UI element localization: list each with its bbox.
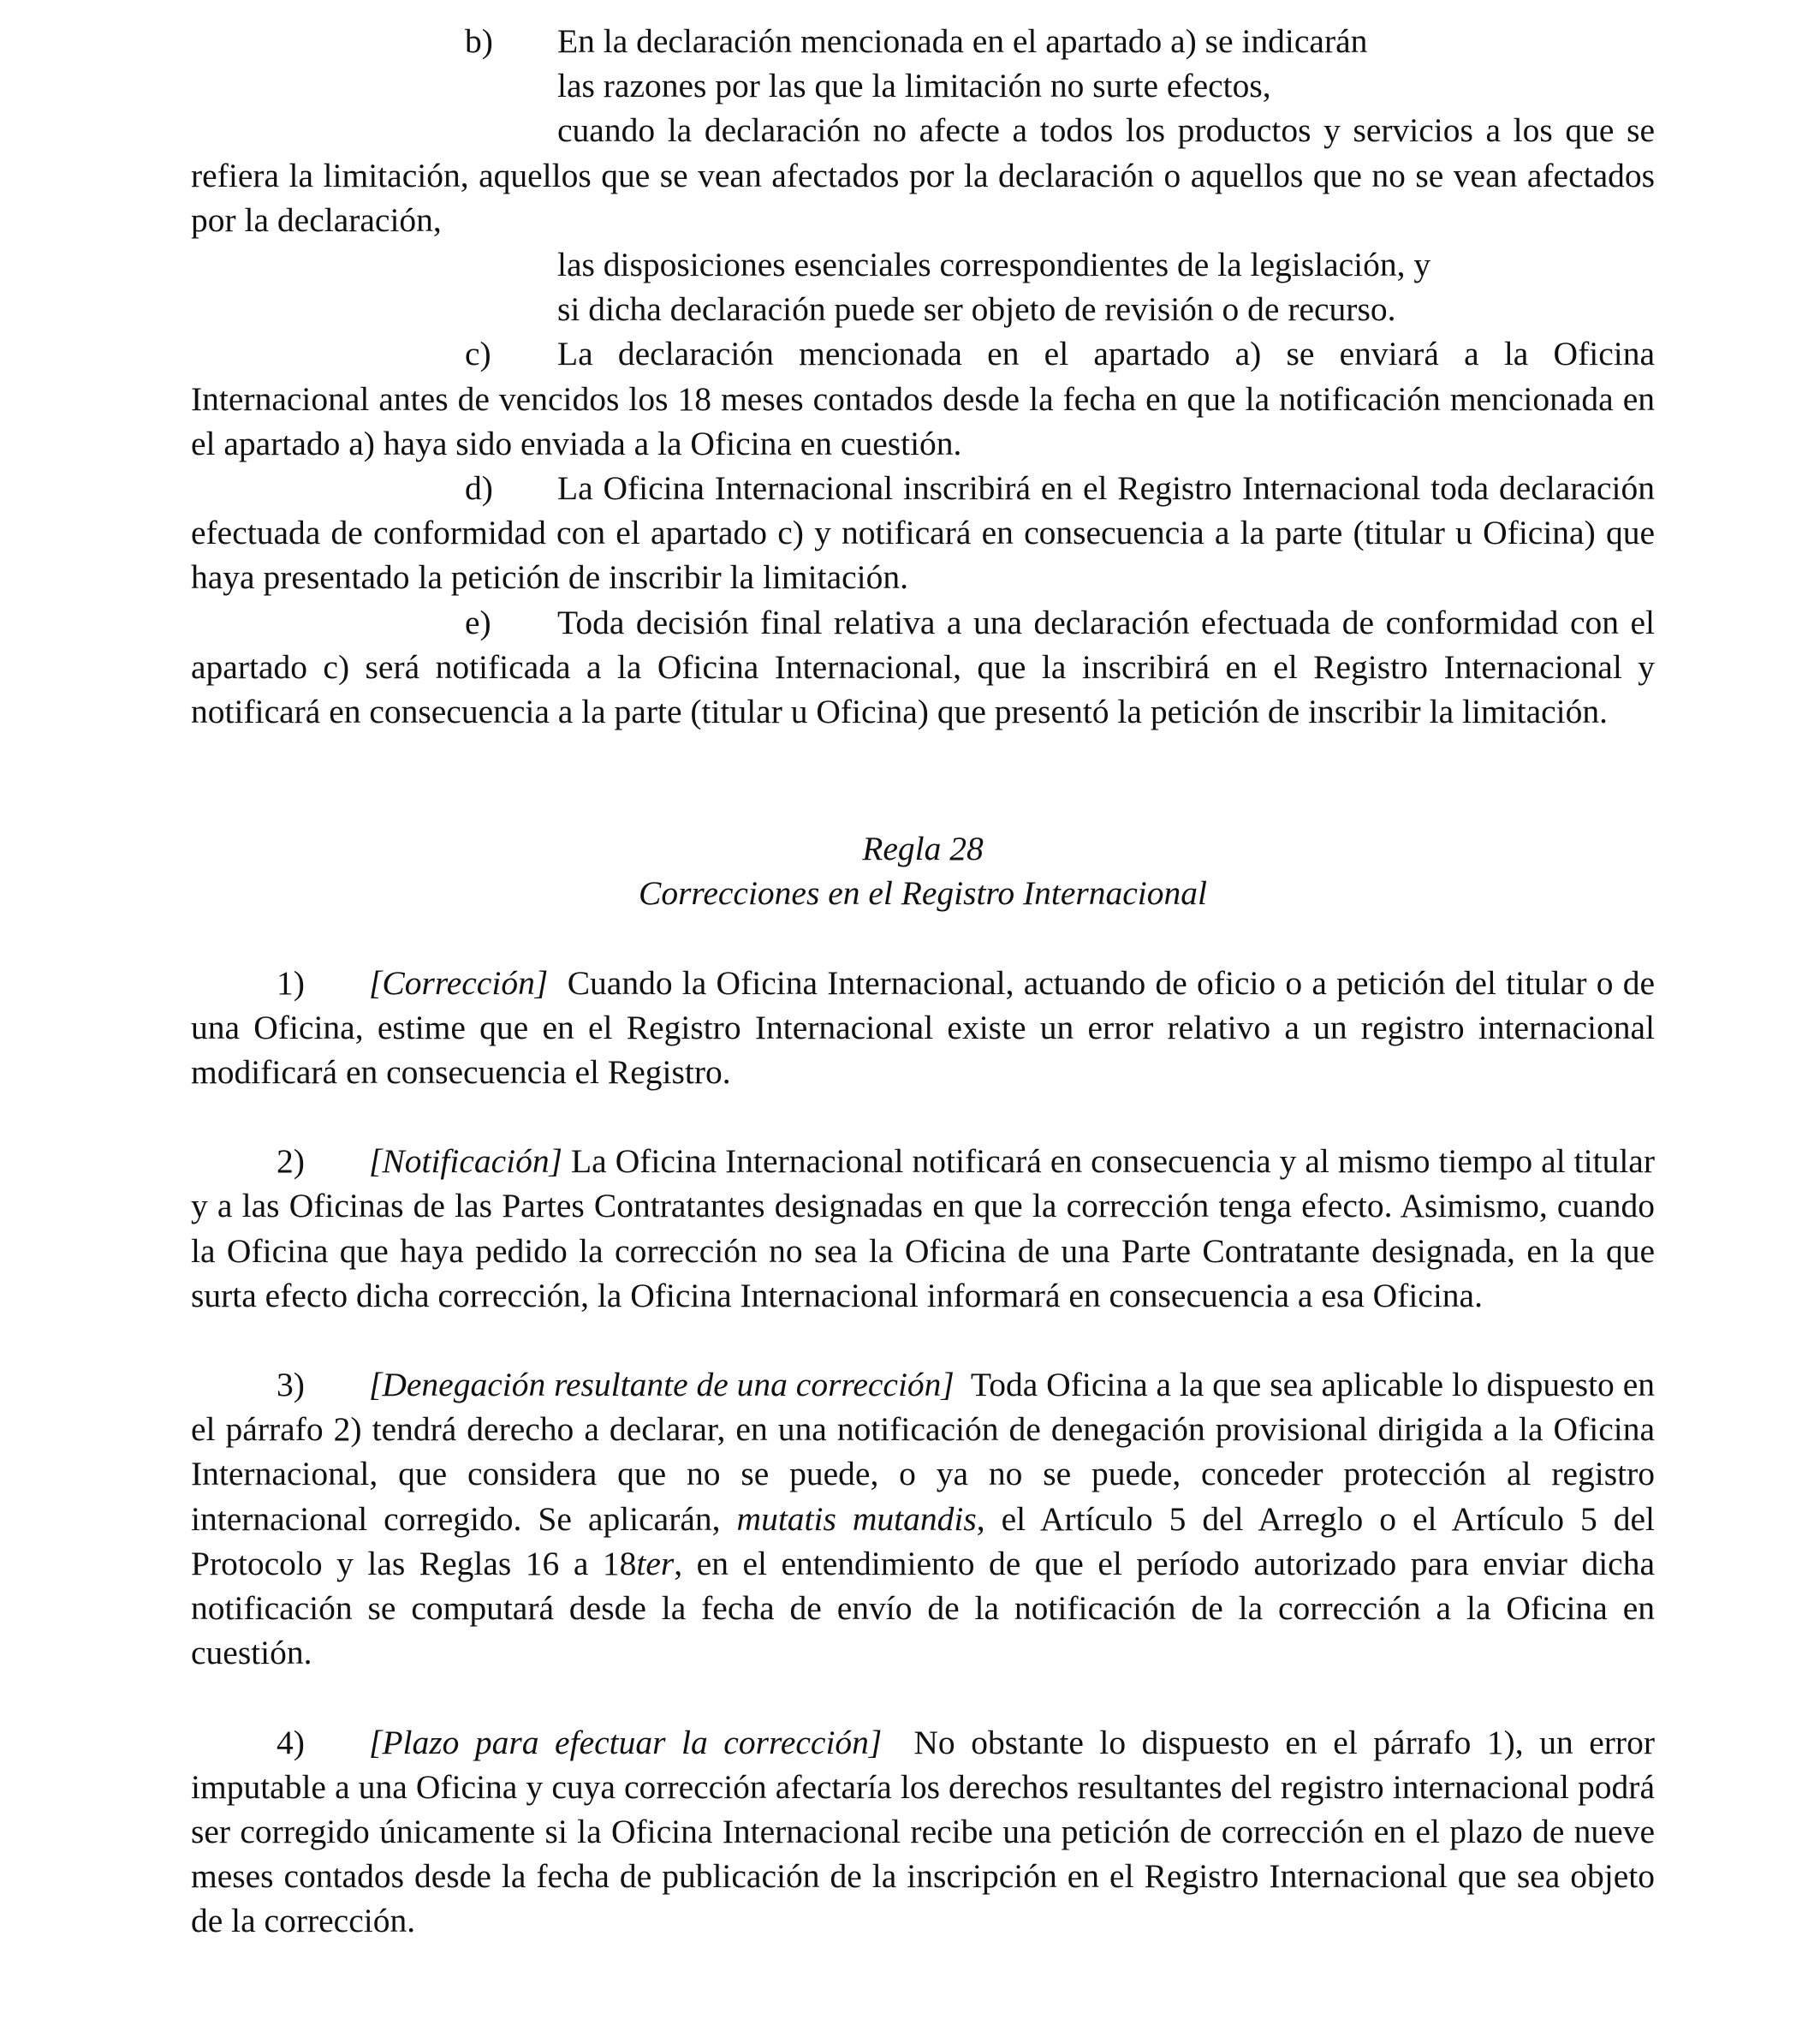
spacer — [191, 734, 1655, 826]
paragraph-1-text: Cuando la Oficina Internacional, actuando de oficio o a petición del titular o de una Oficina, estime que en el Registro Internacional existe un error relativo a un registro internacional modificará en consecuencia el Registro. — [191, 963, 1655, 1092]
paragraph-3-text-a: Toda Oficina a la que sea aplicable lo dispuesto en el párrafo 2) tendrá derecho a declarar, en una notificación de denegación provisional dirigida a la Oficina Internacional, que considera que no se puede, o ya no se puede, conceder protección al registro internacional corregido. Se aplicarán, — [191, 1366, 1655, 1538]
item-b-intro — [191, 19, 1655, 63]
paragraph-4-text: No obstante lo dispuesto en el párrafo 1), un error imputable a una Oficina y cuya corrección afectaría los derechos resultantes del registro internacional podrá ser corregido únicamente si la Oficina Internacional recibe una petición de corrección en el plazo de nueve meses contados desde la fecha de publicación de la inscripción en el Registro Internacional que sea objeto de la corrección. — [191, 1723, 1655, 1940]
item-c — [191, 331, 1655, 466]
item-b-label: b) — [465, 22, 493, 60]
paragraph-1 — [191, 961, 1655, 1095]
paragraph-1-heading: [Corrección] — [369, 963, 549, 1002]
item-b-intro-text: En la declaración mencionada en el apartado a) se indicarán — [557, 22, 1368, 60]
paragraph-4-heading: [Plazo para efectuar la corrección] — [369, 1723, 883, 1761]
paragraph-4 — [191, 1720, 1655, 1944]
item-e-text: Toda decisión final relativa a una declaración efectuada de conformidad con el apartado c) será notificada a la Oficina Internacional, que la inscribirá en el Registro Internacional y notificará en consecuencia a la parte (titular u Oficina) que presentó la petición de inscribir la limitación. — [191, 603, 1655, 731]
paragraph-3-text-b: , el Artículo 5 del Arreglo o el Artículo 5 del Protocolo y las Reglas 16 a 18 — [191, 1499, 1656, 1582]
rule-number: Regla 28 — [862, 830, 984, 868]
paragraph-3-number: 3) — [277, 1366, 305, 1404]
item-b-bullet-2: cuando la declaración no afecte a todos los productos y servicios a los que se refiera la limitación, aquellos que se vean afectados por la declaración o aquellos que no se vean afectados por la declaración, — [191, 111, 1655, 239]
paragraph-3-italic-b: ter — [636, 1544, 675, 1582]
item-b-bullet-1 — [191, 63, 1655, 108]
paragraph-4-number: 4) — [277, 1723, 305, 1761]
item-d-text: La Oficina Internacional inscribirá en el Registro Internacional toda declaración efectuada de conformidad con el apartado c) y notificará en consecuencia a la parte (titular u Oficina) que haya presentado la petición de inscribir la limitación. — [191, 469, 1655, 597]
rule-title: Correcciones en el Registro Internacional — [638, 874, 1208, 913]
item-d-label: d) — [465, 469, 493, 508]
item-b-bullet-4 — [191, 287, 1655, 331]
item-e — [191, 600, 1655, 735]
item-c-label: c) — [465, 335, 491, 373]
document-page — [191, 19, 1655, 1944]
item-e-label: e) — [465, 603, 491, 641]
paragraph-3 — [191, 1362, 1655, 1675]
spacer — [191, 1676, 1655, 1720]
spacer — [191, 916, 1655, 961]
item-b-bullet-3 — [191, 242, 1655, 287]
paragraph-1-number: 1) — [277, 963, 305, 1002]
item-b-bullet-4-text: si dicha declaración puede ser objeto de revisión o de recurso. — [557, 290, 1396, 329]
item-c-text: La declaración mencionada en el apartado a) se enviará a la Oficina Internacional antes de vencidos los 18 meses contados desde la fecha en que la notificación mencionada en el apartado a) haya sido enviada a la Oficina en cuestión. — [191, 335, 1655, 462]
paragraph-3-italic-a: mutatis mutandis — [736, 1499, 977, 1538]
paragraph-3-heading: [Denegación resultante de una corrección] — [369, 1366, 955, 1404]
item-d — [191, 466, 1655, 600]
item-b-bullet-1-text: las razones por las que la limitación no surte efectos, — [557, 67, 1271, 105]
paragraph-2-heading: [Notificación] — [369, 1142, 563, 1181]
paragraph-2-number: 2) — [277, 1142, 305, 1181]
paragraph-2 — [191, 1139, 1655, 1318]
spacer — [191, 1318, 1655, 1362]
item-b-bullet-3-text: las disposiciones esenciales correspondientes de la legislación, y — [557, 246, 1431, 284]
paragraph-2-text: La Oficina Internacional notificará en consecuencia y al mismo tiempo al titular y a las Oficinas de las Partes Contratantes designadas en que la corrección tenga efecto. Asimismo, cuando la Oficina que haya pedido la corrección no sea la Oficina de una Parte Contratante designada, en la que surta efecto dicha corrección, la Oficina Internacional informará en consecuencia a esa Oficina. — [191, 1142, 1655, 1314]
paragraph-3-text-c: , en el entendimiento de que el período autorizado para enviar dicha notificación se computará desde la fecha de envío de la notificación de la corrección a la Oficina en cuestión. — [191, 1544, 1655, 1672]
spacer — [191, 1094, 1655, 1139]
